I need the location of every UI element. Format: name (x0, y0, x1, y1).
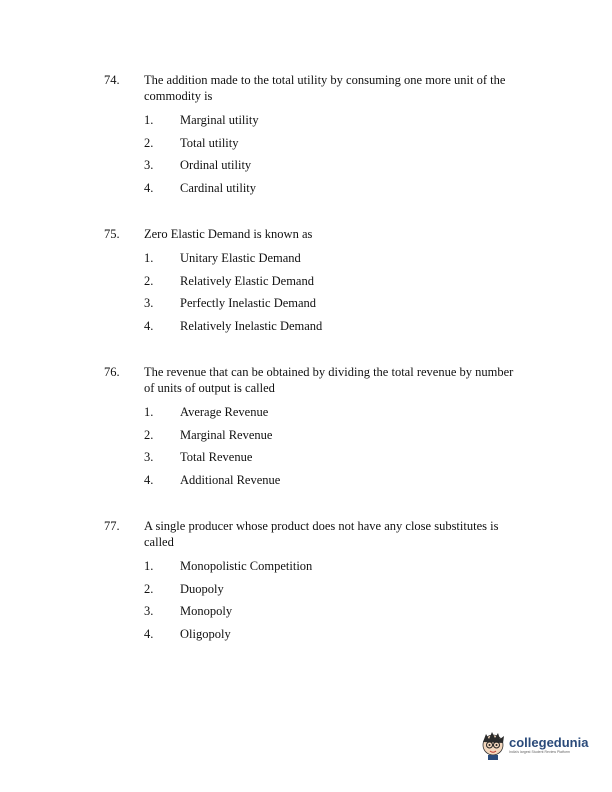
option-list (104, 250, 524, 340)
question-77 (104, 518, 524, 648)
option-number: 2. (144, 273, 154, 288)
option-number: 4. (144, 472, 154, 487)
option-text: Relatively Elastic Demand (180, 273, 314, 288)
option-item (104, 318, 524, 341)
option-number: 2. (144, 135, 154, 150)
question-76 (104, 364, 524, 494)
option-text: Unitary Elastic Demand (180, 251, 301, 265)
option-item (104, 273, 524, 296)
option-text: Ordinal utility (180, 158, 252, 172)
option-list (104, 404, 524, 494)
option-text: Average Revenue (180, 405, 269, 419)
option-text: Cardinal utility (180, 180, 257, 195)
option-number: 3. (144, 604, 154, 618)
option-text: Perfectly Inelastic Demand (180, 296, 317, 310)
option-item (104, 558, 524, 581)
question-75 (104, 226, 524, 340)
option-item (104, 404, 524, 427)
option-item (104, 112, 524, 135)
option-item (104, 295, 524, 318)
option-number: 1. (144, 251, 154, 265)
option-number: 3. (144, 450, 154, 464)
mascot-icon (480, 730, 506, 760)
logo-tagline: India's largest Student Review Platform (509, 749, 570, 754)
option-item (104, 626, 524, 649)
option-item (104, 603, 524, 626)
option-text: Marginal utility (180, 113, 259, 127)
question-text: The revenue that can be obtained by dividing the total revenue by number of units of output is called (144, 365, 514, 395)
option-number: 2. (144, 581, 154, 596)
question-text: The addition made to the total utility by consuming one more unit of the commodity is (144, 73, 506, 103)
option-number: 3. (144, 296, 154, 310)
option-text: Relatively Inelastic Demand (180, 318, 323, 333)
option-item (104, 135, 524, 158)
question-text: A single producer whose product does not have any close substitutes is called (144, 519, 499, 549)
option-text: Marginal Revenue (180, 427, 273, 442)
option-list (104, 112, 524, 202)
question-number: 74. (104, 73, 120, 87)
option-text: Duopoly (180, 581, 224, 596)
option-item (104, 250, 524, 273)
option-item (104, 427, 524, 450)
option-item (104, 157, 524, 180)
option-number: 3. (144, 158, 154, 172)
option-item (104, 449, 524, 472)
question-74 (104, 72, 524, 202)
logo-name: collegedunia (509, 734, 589, 750)
option-text: Oligopoly (180, 626, 231, 641)
option-number: 1. (144, 113, 154, 127)
option-text: Additional Revenue (180, 472, 281, 487)
option-number: 2. (144, 427, 154, 442)
question-number: 77. (104, 519, 120, 533)
question-number: 76. (104, 365, 120, 379)
option-item (104, 581, 524, 604)
collegedunia-logo (480, 728, 590, 762)
option-number: 4. (144, 180, 154, 195)
option-number: 4. (144, 318, 154, 333)
option-text: Monopoly (180, 604, 233, 618)
option-text: Total Revenue (180, 450, 253, 464)
option-text: Total utility (180, 135, 239, 150)
option-number: 1. (144, 405, 154, 419)
question-number: 75. (104, 227, 120, 241)
option-text: Monopolistic Competition (180, 559, 313, 573)
option-number: 4. (144, 626, 154, 641)
option-item (104, 180, 524, 203)
option-number: 1. (144, 559, 154, 573)
option-list (104, 558, 524, 648)
option-item (104, 472, 524, 495)
question-text: Zero Elastic Demand is known as (144, 227, 313, 241)
